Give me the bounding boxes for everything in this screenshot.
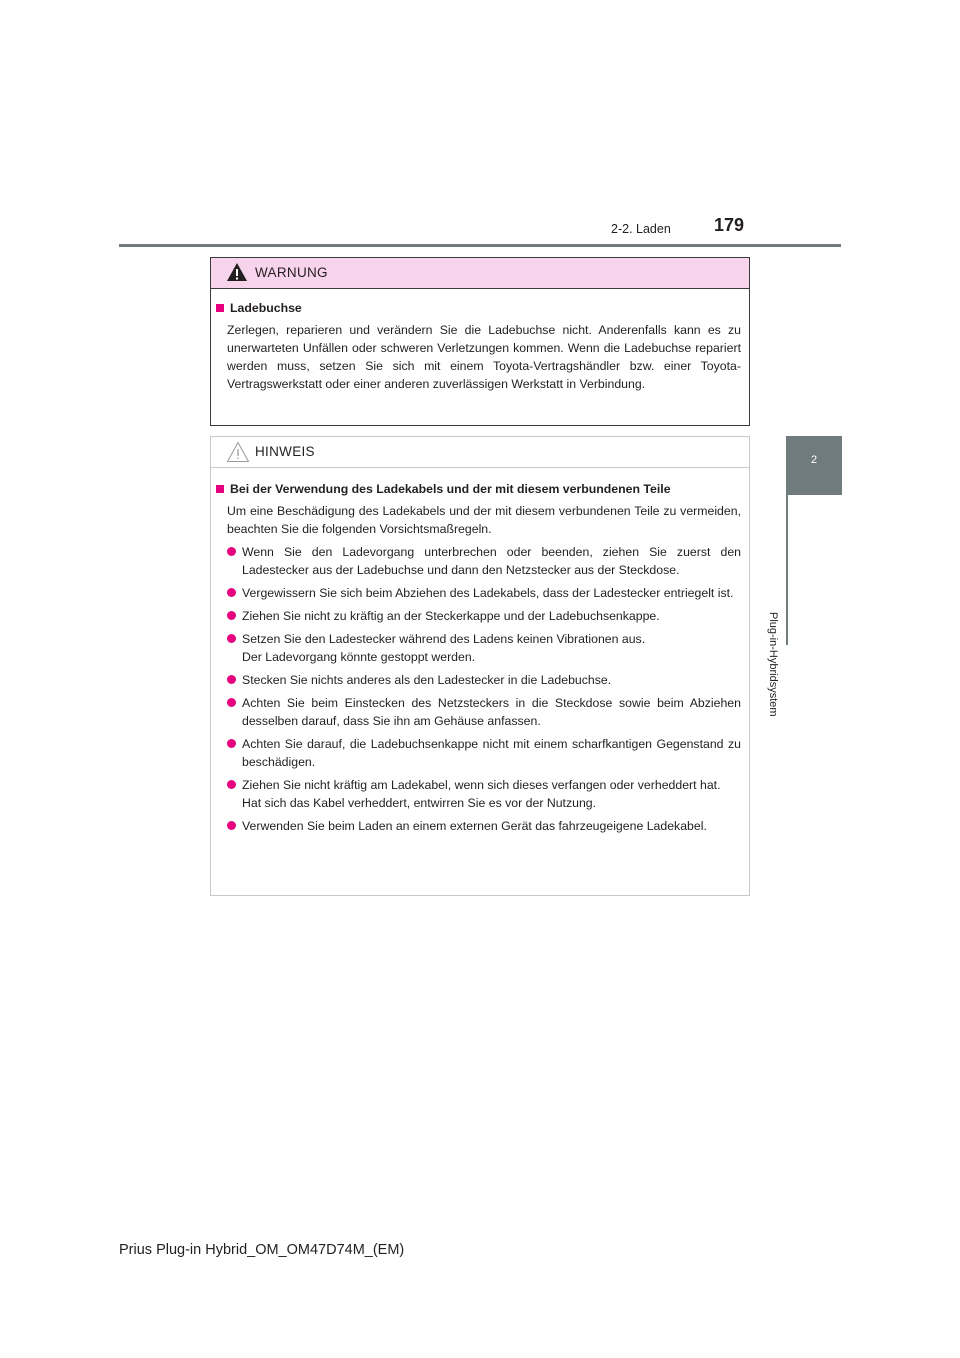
- warning-section-title: Ladebuchse: [216, 299, 741, 317]
- list-item: Achten Sie darauf, die Ladebuchsenkappe nicht mit einem scharfkantigen Gegenstand zu beschädigen.: [227, 735, 741, 771]
- footer-text: Prius Plug-in Hybrid_OM_OM47D74M_(EM): [119, 1242, 405, 1258]
- notice-intro: Um eine Beschädigung des Ladekabels und der mit diesem verbundenen Teile zu vermeiden, beachten Sie die folgenden Vorsichtsmaßregeln.: [227, 504, 741, 536]
- warning-content: [211, 289, 749, 393]
- dot-bullet-icon: [227, 611, 236, 620]
- chapter-rule: [786, 495, 788, 645]
- warning-text: Zerlegen, reparieren und verändern Sie die Ladebuchse nicht. Anderenfalls kann es zu unerwarteten Unfällen oder schweren Verletzungen kommen. Wenn die Ladebuchse repariert werden muss, setzen Sie sich mit einem Toyota-Vertragshändler bzw. einer Toyota-Vertragswerkstatt oder einer anderen zuverlässigen Werkstatt in Verbindung.: [227, 323, 741, 391]
- dot-bullet-icon: [227, 698, 236, 707]
- header-section: 2-2. Laden: [611, 222, 671, 236]
- chapter-tab: [786, 436, 842, 495]
- dot-bullet-icon: [227, 780, 236, 789]
- list-item: Ziehen Sie nicht kräftig am Ladekabel, wenn sich dieses verfangen oder verheddert hat. Hat sich das Kabel verheddert, entwirren Sie es vor der Nutzung.: [227, 776, 741, 812]
- dot-bullet-icon: [227, 739, 236, 748]
- warning-triangle-icon: [226, 262, 248, 287]
- list-item: Setzen Sie den Ladestecker während des Ladens keinen Vibrationen aus. Der Ladevorgang könnte gestoppt werden.: [227, 630, 741, 666]
- chapter-label: Plug-in-Hybridsystem: [767, 612, 779, 717]
- dot-bullet-icon: [227, 821, 236, 830]
- list-item: Vergewissern Sie sich beim Abziehen des Ladekabels, dass der Ladestecker entriegelt ist.: [227, 584, 741, 602]
- list-item: Ziehen Sie nicht zu kräftig an der Steckerkappe und der Ladebuchsenkappe.: [227, 607, 741, 625]
- header-rule: [119, 244, 841, 247]
- dot-bullet-icon: [227, 634, 236, 643]
- list-item: Stecken Sie nichts anderes als den Ladestecker in die Ladebuchse.: [227, 671, 741, 689]
- warning-box: [210, 257, 750, 426]
- warning-title: WARNUNG: [255, 265, 328, 280]
- warning-header: [211, 258, 749, 289]
- dot-bullet-icon: [227, 547, 236, 556]
- notice-title: HINWEIS: [255, 444, 315, 459]
- square-bullet-icon: [216, 304, 224, 312]
- list-item: Achten Sie beim Einstecken des Netzsteckers in die Steckdose sowie beim Abziehen desselben darauf, dass Sie ihn am Gehäuse anfassen.: [227, 694, 741, 730]
- notice-content: [211, 468, 749, 835]
- list-item: Wenn Sie den Ladevorgang unterbrechen oder beenden, ziehen Sie zuerst den Ladestecker aus der Ladebuchse und dann den Netzstecker aus der Steckdose.: [227, 543, 741, 579]
- dot-bullet-icon: [227, 675, 236, 684]
- chapter-tab-number: 2: [810, 454, 818, 466]
- page-number: 179: [714, 215, 745, 235]
- square-bullet-icon: [216, 485, 224, 493]
- caution-triangle-icon: [226, 441, 250, 468]
- notice-header: [211, 437, 749, 468]
- notice-section-title: Bei der Verwendung des Ladekabels und der mit diesem verbundenen Teile: [216, 480, 741, 498]
- notice-box: [210, 436, 750, 896]
- list-item: Verwenden Sie beim Laden an einem externen Gerät das fahrzeugeigene Ladekabel.: [227, 817, 741, 835]
- dot-bullet-icon: [227, 588, 236, 597]
